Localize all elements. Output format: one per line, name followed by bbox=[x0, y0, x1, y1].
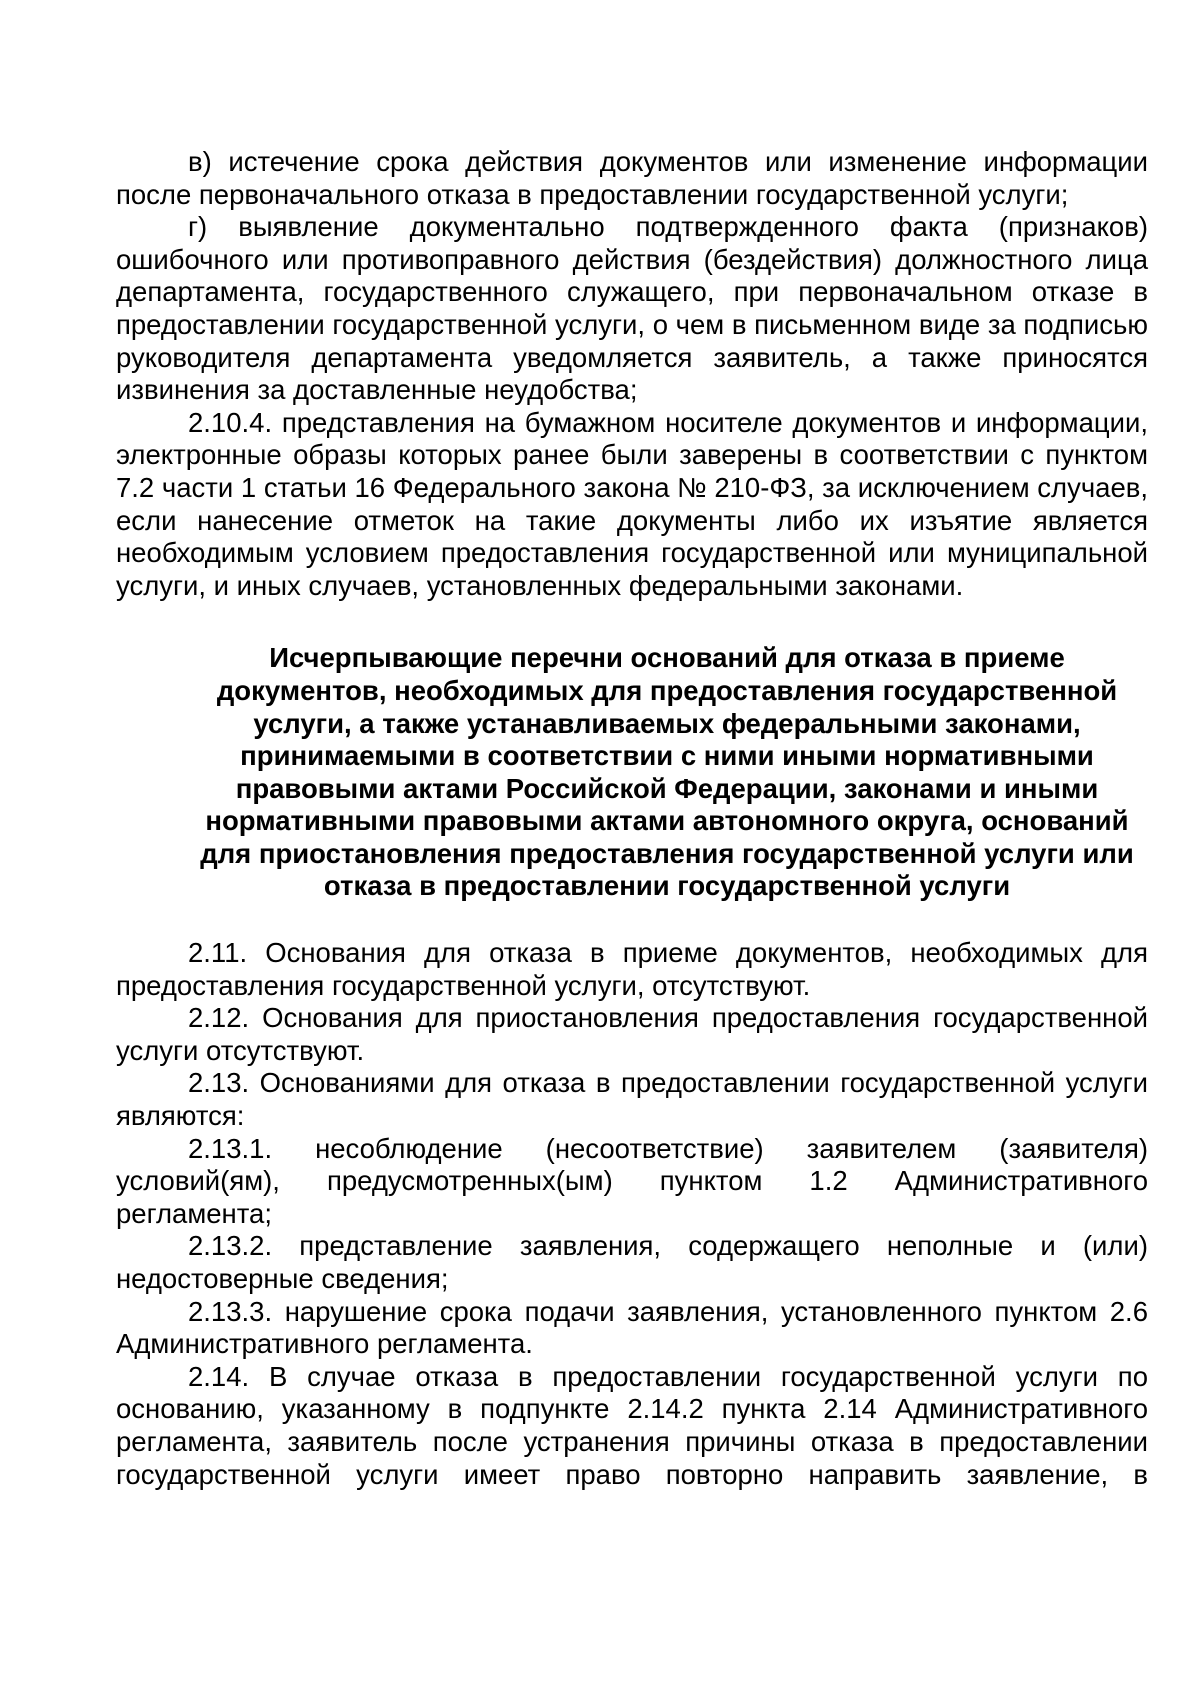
paragraph-2-13-2: 2.13.2. представление заявления, содержащего неполные и (или) недостоверные сведения; bbox=[116, 1230, 1148, 1294]
paragraph-v: в) истечение срока действия документов или изменение информации после первоначального отказа в предоставлении государственной услуги; bbox=[116, 146, 1148, 210]
paragraph-2-13: 2.13. Основаниями для отказа в предоставлении государственной услуги являются: bbox=[116, 1067, 1148, 1132]
section-heading: Исчерпывающие перечни оснований для отказа в приеме документов, необходимых для предоставления государственной услуги, а также устанавливаемых федеральными законами, принимаемыми в соответствии с ними иными нормативными правовыми актами Российской Федерации, законами и иными нормативными правовыми актами автономного округа, оснований для приостановления предоставления государственной услуги или отказа в предоставлении государственной услуги bbox=[200, 642, 1134, 902]
paragraph-2-10-4: 2.10.4. представления на бумажном носителе документов и информации, электронные образы которых ранее были заверены в соответствии с пунктом 7.2 части 1 статьи 16 Федерального закона № 210-ФЗ, за исключением случаев, если нанесение отметок на такие документы либо их изъятие является необходимым условием предоставления государственной или муниципальной услуги, и иных случаев, установленных федеральными законами. bbox=[116, 406, 1148, 601]
spacer bbox=[116, 903, 1148, 937]
paragraph-2-13-3: 2.13.3. нарушение срока подачи заявления, установленного пунктом 2.6 Административного регламента. bbox=[116, 1295, 1148, 1360]
paragraph-2-11: 2.11. Основания для отказа в приеме документов, необходимых для предоставления государственной услуги, отсутствуют. bbox=[116, 937, 1148, 1001]
paragraph-2-12: 2.12. Основания для приостановления предоставления государственной услуги отсутствуют. bbox=[116, 1002, 1148, 1066]
spacer bbox=[116, 602, 1148, 642]
document-body bbox=[116, 146, 1148, 1491]
paragraph-2-14: 2.14. В случае отказа в предоставлении государственной услуги по основанию, указанному в подпункте 2.14.2 пункта 2.14 Административного регламента, заявитель после устранения причины отказа в предоставлении государственной услуги имеет право повторно направить заявление, в bbox=[116, 1360, 1148, 1490]
paragraph-2-13-1: 2.13.1. несоблюдение (несоответствие) заявителем (заявителя) условий(ям), предусмотренных(ым) пунктом 1.2 Административного регламента; bbox=[116, 1132, 1148, 1229]
paragraph-g: г) выявление документально подтвержденного факта (признаков) ошибочного или противоправного действия (бездействия) должностного лица департамента, государственного служащего, при первоначальном отказе в предоставлении государственной услуги, о чем в письменном виде за подписью руководителя департамента уведомляется заявитель, а также приносятся извинения за доставленные неудобства; bbox=[116, 211, 1148, 406]
